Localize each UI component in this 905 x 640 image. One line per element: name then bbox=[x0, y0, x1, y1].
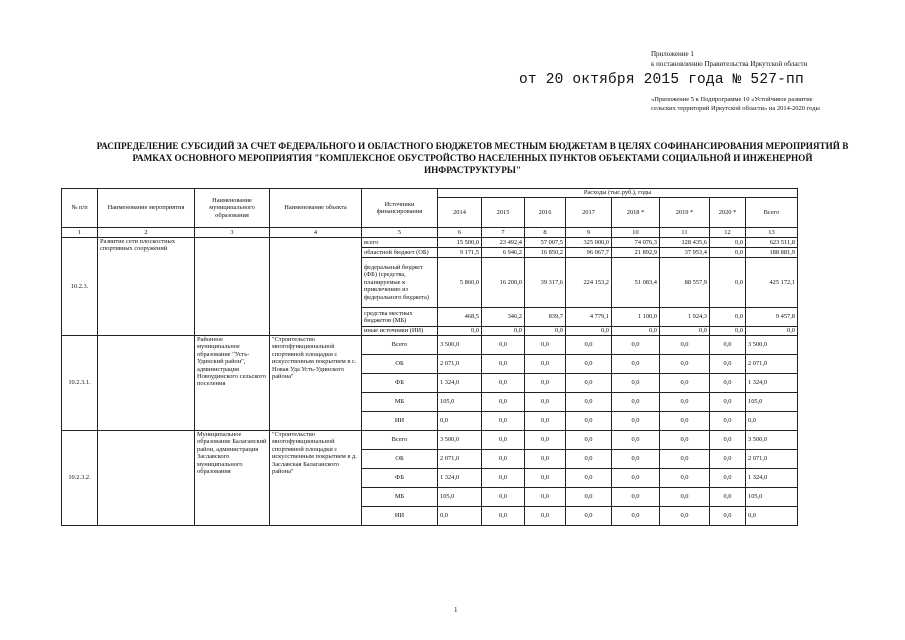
amount-cell: 0,0 bbox=[566, 469, 612, 488]
header-year: 2016 bbox=[525, 198, 566, 228]
amount-cell: 9 171,5 bbox=[438, 248, 482, 258]
header-event: Наименование мероприятия bbox=[98, 189, 195, 228]
header-num: № п/п bbox=[62, 189, 98, 228]
row-number: 10.2.3.2. bbox=[62, 431, 98, 526]
funding-source: областной бюджет (ОБ) bbox=[362, 248, 438, 258]
event-name bbox=[98, 336, 195, 431]
page-number: 1 bbox=[454, 606, 458, 614]
annex-note: «Приложение 5 к Подпрограмме 10 «Устойчивое развитие сельских территорий Иркутской области» на 2014-2020 годы bbox=[651, 96, 820, 112]
amount-cell: 0,0 bbox=[566, 412, 612, 431]
amount-cell: 0,0 bbox=[710, 431, 746, 450]
funding-source: Всего bbox=[362, 431, 438, 450]
amount-cell: 0,0 bbox=[566, 450, 612, 469]
amount-cell: 0,0 bbox=[525, 507, 566, 526]
amount-cell: 128 435,6 bbox=[660, 238, 710, 248]
amount-cell: 0,0 bbox=[710, 355, 746, 374]
funding-source: Всего bbox=[362, 336, 438, 355]
object-name bbox=[270, 238, 362, 336]
amount-cell: 0,0 bbox=[438, 507, 482, 526]
amount-cell: 0,0 bbox=[612, 431, 660, 450]
amount-cell: 0,0 bbox=[612, 393, 660, 412]
object-name: "Строительство многофункциональной спортивной площадки с искусственным покрытием в с. Новая Уда Усть-Удинского района" bbox=[270, 336, 362, 431]
amount-cell: 0,0 bbox=[525, 374, 566, 393]
amount-cell: 9 457,8 bbox=[746, 308, 798, 327]
table-row bbox=[62, 336, 798, 355]
amount-cell: 0,0 bbox=[482, 507, 525, 526]
amount-cell: 2 071,0 bbox=[746, 450, 798, 469]
amount-cell: 0,0 bbox=[710, 248, 746, 258]
amount-cell: 0,0 bbox=[566, 327, 612, 336]
table-row bbox=[62, 238, 798, 248]
amount-cell: 0,0 bbox=[612, 488, 660, 507]
amount-cell: 623 511,8 bbox=[746, 238, 798, 248]
row-number: 10.2.3. bbox=[62, 238, 98, 336]
amount-cell: 105,0 bbox=[746, 488, 798, 507]
funding-source: иные источники (ИИ) bbox=[362, 327, 438, 336]
amount-cell: 0,0 bbox=[710, 238, 746, 248]
amount-cell: 0,0 bbox=[525, 431, 566, 450]
amount-cell: 1 924,3 bbox=[660, 308, 710, 327]
amount-cell: 0,0 bbox=[660, 374, 710, 393]
funding-source: МБ bbox=[362, 488, 438, 507]
amount-cell: 0,0 bbox=[710, 469, 746, 488]
amount-cell: 0,0 bbox=[612, 507, 660, 526]
amount-cell: 105,0 bbox=[746, 393, 798, 412]
header-municipality: Наименование муниципального образования bbox=[195, 189, 270, 228]
amount-cell: 0,0 bbox=[482, 450, 525, 469]
amount-cell: 0,0 bbox=[525, 336, 566, 355]
amount-cell: 0,0 bbox=[525, 450, 566, 469]
header-year: 2017 bbox=[566, 198, 612, 228]
amount-cell: 105,0 bbox=[438, 488, 482, 507]
column-number: 6 bbox=[438, 228, 482, 238]
amount-cell: 0,0 bbox=[566, 374, 612, 393]
amount-cell: 224 153,2 bbox=[566, 258, 612, 308]
amount-cell: 0,0 bbox=[710, 308, 746, 327]
amount-cell: 0,0 bbox=[525, 488, 566, 507]
amount-cell: 325 000,0 bbox=[566, 238, 612, 248]
amount-cell: 0,0 bbox=[710, 327, 746, 336]
amount-cell: 105,0 bbox=[438, 393, 482, 412]
header-year: 2018 * bbox=[612, 198, 660, 228]
amount-cell: 1 100,0 bbox=[612, 308, 660, 327]
amount-cell: 839,7 bbox=[525, 308, 566, 327]
amount-cell: 88 557,9 bbox=[660, 258, 710, 308]
amount-cell: 0,0 bbox=[566, 355, 612, 374]
amount-cell: 1 324,0 bbox=[746, 374, 798, 393]
amount-cell: 0,0 bbox=[660, 393, 710, 412]
funding-source: ИИ bbox=[362, 507, 438, 526]
amount-cell: 0,0 bbox=[660, 488, 710, 507]
amount-cell: 0,0 bbox=[525, 393, 566, 412]
amount-cell: 0,0 bbox=[482, 412, 525, 431]
column-number: 3 bbox=[195, 228, 270, 238]
amount-cell: 0,0 bbox=[482, 393, 525, 412]
amount-cell: 0,0 bbox=[525, 412, 566, 431]
amount-cell: 0,0 bbox=[482, 327, 525, 336]
amount-cell: 0,0 bbox=[525, 355, 566, 374]
amount-cell: 0,0 bbox=[482, 431, 525, 450]
amount-cell: 0,0 bbox=[612, 469, 660, 488]
column-number: 4 bbox=[270, 228, 362, 238]
amount-cell: 0,0 bbox=[660, 469, 710, 488]
amount-cell: 0,0 bbox=[660, 431, 710, 450]
amount-cell: 0,0 bbox=[566, 488, 612, 507]
funding-source: всего bbox=[362, 238, 438, 248]
funding-source: ОБ bbox=[362, 355, 438, 374]
column-number: 8 bbox=[525, 228, 566, 238]
column-number: 11 bbox=[660, 228, 710, 238]
amount-cell: 0,0 bbox=[566, 507, 612, 526]
amount-cell: 16 200,0 bbox=[482, 258, 525, 308]
amount-cell: 1 324,0 bbox=[438, 469, 482, 488]
amount-cell: 0,0 bbox=[566, 393, 612, 412]
amount-cell: 0,0 bbox=[710, 488, 746, 507]
amount-cell: 2 071,0 bbox=[438, 450, 482, 469]
column-number: 12 bbox=[710, 228, 746, 238]
amount-cell: 0,0 bbox=[612, 355, 660, 374]
funding-source: ФБ bbox=[362, 374, 438, 393]
amount-cell: 96 067,7 bbox=[566, 248, 612, 258]
header-expenses: Расходы (тыс.руб.), годы bbox=[438, 189, 798, 198]
amount-cell: 21 892,9 bbox=[612, 248, 660, 258]
amount-cell: 37 953,4 bbox=[660, 248, 710, 258]
amount-cell: 0,0 bbox=[710, 374, 746, 393]
amount-cell: 0,0 bbox=[660, 336, 710, 355]
amount-cell: 51 083,4 bbox=[612, 258, 660, 308]
amount-cell: 0,0 bbox=[438, 412, 482, 431]
amount-cell: 1 324,0 bbox=[746, 469, 798, 488]
amount-cell: 0,0 bbox=[566, 336, 612, 355]
header-object: Наименование объекта bbox=[270, 189, 362, 228]
funding-source: ОБ bbox=[362, 450, 438, 469]
header-year: Всего bbox=[746, 198, 798, 228]
amount-cell: 0,0 bbox=[710, 336, 746, 355]
amount-cell: 4 779,1 bbox=[566, 308, 612, 327]
amount-cell: 188 881,9 bbox=[746, 248, 798, 258]
amount-cell: 0,0 bbox=[612, 336, 660, 355]
amount-cell: 0,0 bbox=[525, 469, 566, 488]
row-number: 10.2.3.1. bbox=[62, 336, 98, 431]
amount-cell: 0,0 bbox=[746, 507, 798, 526]
amount-cell: 16 850,2 bbox=[525, 248, 566, 258]
decree-line: от 20 октября 2015 года № 527-пп bbox=[519, 72, 804, 88]
amount-cell: 0,0 bbox=[482, 488, 525, 507]
municipality-name: Муниципальное образование Балаганский район, администрация Заславского муниципального образования bbox=[195, 431, 270, 526]
amount-cell: 15 500,0 bbox=[438, 238, 482, 248]
event-name: Развитие сети плоскостных спортивных сооружений bbox=[98, 238, 195, 336]
amount-cell: 23 492,4 bbox=[482, 238, 525, 248]
amount-cell: 468,5 bbox=[438, 308, 482, 327]
amount-cell: 6 946,2 bbox=[482, 248, 525, 258]
amount-cell: 0,0 bbox=[660, 450, 710, 469]
header-year: 2015 bbox=[482, 198, 525, 228]
event-name bbox=[98, 431, 195, 526]
amount-cell: 0,0 bbox=[612, 327, 660, 336]
amount-cell: 57 007,5 bbox=[525, 238, 566, 248]
object-name: "Строительство многофункциональной спортивной площадки с искусственным покрытием в д. Заславская Балаганского района" bbox=[270, 431, 362, 526]
header-source: Источники финансирования bbox=[362, 189, 438, 228]
amount-cell: 39 317,6 bbox=[525, 258, 566, 308]
funding-source: МБ bbox=[362, 393, 438, 412]
amount-cell: 0,0 bbox=[482, 374, 525, 393]
funding-source: ИИ bbox=[362, 412, 438, 431]
amount-cell: 3 500,0 bbox=[746, 336, 798, 355]
municipality-name: Районное муниципальное образование "Усть-Удинский район", администрация Новоудинского сельского поселения bbox=[195, 336, 270, 431]
amount-cell: 0,0 bbox=[710, 258, 746, 308]
header-year: 2014 bbox=[438, 198, 482, 228]
amount-cell: 346,2 bbox=[482, 308, 525, 327]
column-number: 2 bbox=[98, 228, 195, 238]
amount-cell: 0,0 bbox=[710, 412, 746, 431]
amount-cell: 0,0 bbox=[612, 412, 660, 431]
amount-cell: 0,0 bbox=[612, 450, 660, 469]
header-year: 2019 * bbox=[660, 198, 710, 228]
amount-cell: 0,0 bbox=[660, 507, 710, 526]
amount-cell: 0,0 bbox=[746, 412, 798, 431]
amount-cell: 0,0 bbox=[525, 327, 566, 336]
amount-cell: 0,0 bbox=[482, 336, 525, 355]
column-number: 5 bbox=[362, 228, 438, 238]
funding-source: ФБ bbox=[362, 469, 438, 488]
table-row bbox=[62, 431, 798, 450]
amount-cell: 0,0 bbox=[482, 469, 525, 488]
amount-cell: 3 500,0 bbox=[438, 431, 482, 450]
funding-source: федеральный бюджет (ФБ) (средства, планируемые к привлечению из федерального бюджета) bbox=[362, 258, 438, 308]
amount-cell: 0,0 bbox=[482, 355, 525, 374]
amount-cell: 3 500,0 bbox=[746, 431, 798, 450]
amount-cell: 5 860,0 bbox=[438, 258, 482, 308]
amount-cell: 0,0 bbox=[710, 507, 746, 526]
amount-cell: 2 071,0 bbox=[746, 355, 798, 374]
amount-cell: 74 076,3 bbox=[612, 238, 660, 248]
amount-cell: 0,0 bbox=[438, 327, 482, 336]
column-number: 9 bbox=[566, 228, 612, 238]
amount-cell: 0,0 bbox=[746, 327, 798, 336]
document-title: РАСПРЕДЕЛЕНИЕ СУБСИДИЙ ЗА СЧЕТ ФЕДЕРАЛЬНОГО И ОБЛАСТНОГО БЮДЖЕТОВ МЕСТНЫМ БЮДЖЕТАМ В ЦЕЛЯХ СОФИНАНСИРОВАНИЯ МЕРОПРИЯТИЙ В РАМКАХ ОСНОВНОГО МЕРОПРИЯТИЯ "КОМПЛЕКСНОЕ ОБУСТРОЙСТВО НАСЕЛЕННЫХ ПУНКТОВ ОБЪЕКТАМИ СОЦИАЛЬНОЙ И ИНЖЕНЕРНОЙ ИНФРАСТРУКТУРЫ" bbox=[96, 141, 849, 175]
column-number: 10 bbox=[612, 228, 660, 238]
header-year: 2020 * bbox=[710, 198, 746, 228]
annex-subtitle: к постановлению Правительства Иркутской области bbox=[651, 60, 808, 68]
amount-cell: 0,0 bbox=[660, 412, 710, 431]
amount-cell: 0,0 bbox=[710, 450, 746, 469]
amount-cell: 0,0 bbox=[566, 431, 612, 450]
amount-cell: 3 500,0 bbox=[438, 336, 482, 355]
amount-cell: 0,0 bbox=[660, 355, 710, 374]
amount-cell: 0,0 bbox=[660, 327, 710, 336]
amount-cell: 425 172,1 bbox=[746, 258, 798, 308]
annex-label: Приложение 1 bbox=[651, 50, 694, 58]
subsidy-table bbox=[61, 188, 798, 526]
amount-cell: 2 071,0 bbox=[438, 355, 482, 374]
amount-cell: 0,0 bbox=[612, 374, 660, 393]
amount-cell: 1 324,0 bbox=[438, 374, 482, 393]
column-number: 1 bbox=[62, 228, 98, 238]
column-number: 13 bbox=[746, 228, 798, 238]
column-number: 7 bbox=[482, 228, 525, 238]
funding-source: средства местных бюджетов (МБ) bbox=[362, 308, 438, 327]
municipality-name bbox=[195, 238, 270, 336]
column-number-row bbox=[62, 228, 798, 238]
amount-cell: 0,0 bbox=[710, 393, 746, 412]
